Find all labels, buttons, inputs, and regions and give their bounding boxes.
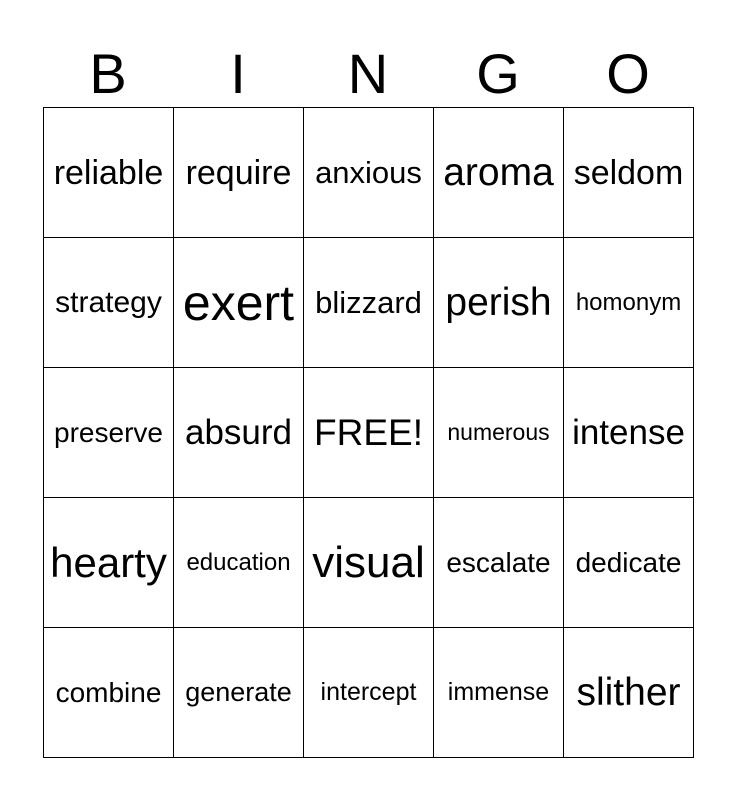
bingo-board <box>43 107 694 758</box>
bingo-cell[interactable]: preserve <box>44 368 174 498</box>
bingo-cell[interactable]: reliable <box>44 108 174 238</box>
bingo-cell[interactable]: exert <box>174 238 304 368</box>
header-letter-i: I <box>230 42 246 105</box>
header-letter-o: O <box>606 42 650 105</box>
bingo-cell[interactable]: visual <box>304 498 434 628</box>
bingo-cell[interactable]: numerous <box>434 368 564 498</box>
bingo-cell[interactable]: immense <box>434 628 564 758</box>
free-space-cell[interactable]: FREE! <box>304 368 434 498</box>
bingo-cell[interactable]: dedicate <box>564 498 694 628</box>
bingo-cell[interactable]: intense <box>564 368 694 498</box>
bingo-cell[interactable]: anxious <box>304 108 434 238</box>
bingo-cell[interactable]: intercept <box>304 628 434 758</box>
header-letter-b: B <box>89 42 127 105</box>
bingo-cell[interactable]: homonym <box>564 238 694 368</box>
header-letter-g: G <box>476 42 520 105</box>
bingo-cell[interactable]: aroma <box>434 108 564 238</box>
bingo-header <box>43 40 693 108</box>
bingo-cell[interactable]: slither <box>564 628 694 758</box>
bingo-cell[interactable]: combine <box>44 628 174 758</box>
bingo-cell[interactable]: perish <box>434 238 564 368</box>
bingo-cell[interactable]: generate <box>174 628 304 758</box>
bingo-cell[interactable]: blizzard <box>304 238 434 368</box>
bingo-cell[interactable]: hearty <box>44 498 174 628</box>
bingo-cell[interactable]: escalate <box>434 498 564 628</box>
bingo-cell[interactable]: education <box>174 498 304 628</box>
bingo-cell[interactable]: require <box>174 108 304 238</box>
bingo-cell[interactable]: strategy <box>44 238 174 368</box>
bingo-cell[interactable]: absurd <box>174 368 304 498</box>
header-letter-n: N <box>347 42 389 105</box>
bingo-cell[interactable]: seldom <box>564 108 694 238</box>
